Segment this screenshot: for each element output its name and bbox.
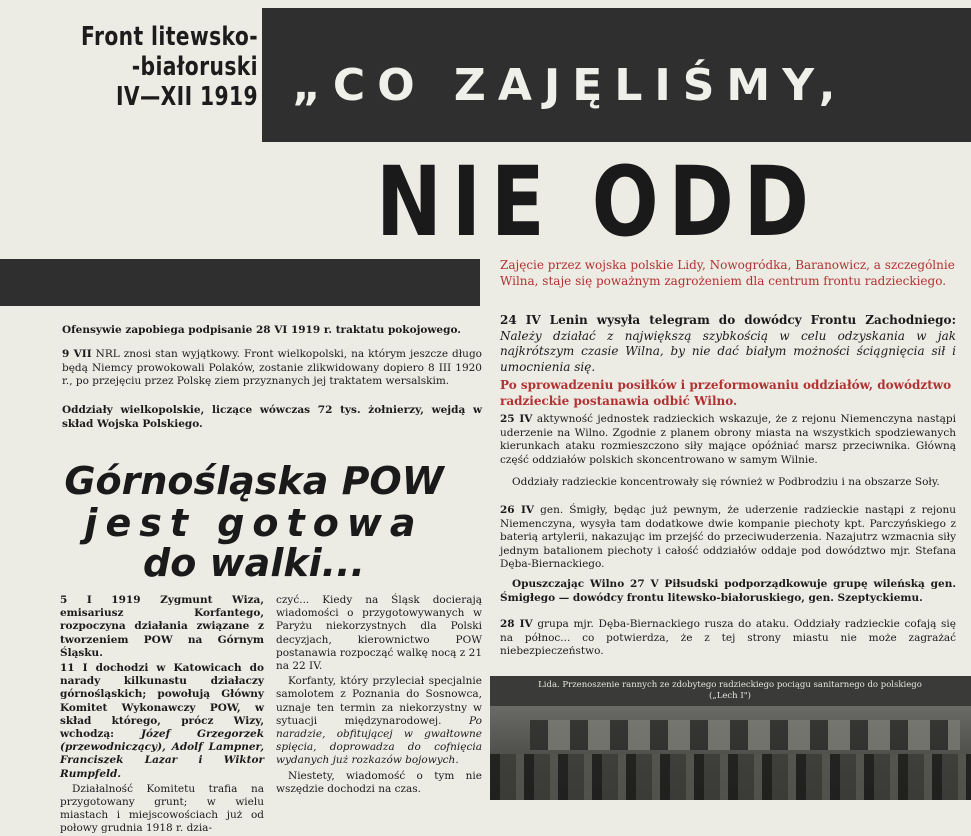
red-paragraph-2: Po sprowadzeniu posiłków i przeformowaniu oddziałów, dowództwo radzieckie postanawia odbić Wilno. (500, 378, 952, 408)
right-para-podbrodzie: Oddziały radzieckie koncentrowały się również w Podbrodziu i na obszarze Soły. (512, 476, 940, 488)
photo-windows (530, 720, 960, 750)
lenin-telegram (500, 313, 956, 375)
headline-line1: „CO ZAJĘLIŚMY, (292, 60, 848, 111)
front-title-line1: Front litewsko- (81, 22, 259, 52)
column-a-para2 (60, 662, 264, 781)
column-a-para2-names: Józef Grzegorzek (przewodniczący), Adolf Lampner, Franciszek Lazar i Wiktor Rumpfeld. (60, 728, 264, 780)
column-b-para2 (276, 675, 482, 767)
column-a-para1 (60, 594, 264, 660)
paragraph-wielkopolskie (62, 404, 482, 431)
front-title-line3: IV—XII 1919 (115, 82, 259, 112)
right-para-28iv-text: grupa mjr. Dęba-Biernackiego rusza do ataku. Oddziały radzieckie cofają się na północ... co potwierdza, że z tej strony miastu nie może zagrażać niebezpieczeństwo. (500, 618, 956, 657)
column-b-para2-text: Korfanty, który przyleciał specjalnie samolotem z Poznania do Sosnowca, uznaje ten termin za niekorzystny w sytuacji międzynarodowej. (276, 675, 482, 727)
date-28iv: 28 IV (500, 618, 533, 630)
right-para-25iv (500, 413, 956, 467)
lenin-telegram-intro: 24 IV Lenin wysyła telegram do dowódcy Frontu Zachodniego: (500, 313, 956, 327)
date-25iv: 25 IV (500, 413, 533, 425)
column-b-para2-italic: Po naradzie, obfitującej w gwałtowne spięcia, doprowadza do cofnięcia wydanych już rozkazów bojowych. (276, 714, 482, 767)
front-title-line2: -białoruski (131, 52, 258, 82)
paragraph-9vii-text: NRL znosi stan wyjątkowy. Front wielkopolski, na którym jeszcze długo będą Niemcy prowokowali Polaków, zostanie zlikwidowany dopiero 8 III 1920 r., po przejęciu przez Polskę ziem przyznanych jej traktatem wersalskim. (62, 348, 482, 387)
photo-caption: Lida. Przenoszenie rannych ze zdobytego radzieckiego pociągu sanitarnego do polskiego („Lech I") (538, 680, 922, 701)
paragraph-wielkopolskie-text: Oddziały wielkopolskie, liczące wówczas 72 tys. żołnierzy, wejdą w skład Wojska Polskiego. (62, 404, 482, 430)
right-para-26iv (500, 504, 956, 572)
red-paragraph-1: Zajęcie przez wojska polskie Lidy, Nowogródka, Baranowicz, a szczególnie Wilna, staje się poważnym zagrożeniem dla centrum frontu radzieckiego. (500, 258, 955, 288)
right-para-pilsudski: Opuszczając Wilno 27 V Piłsudski podporządkowuje grupę wileńską gen. Śmigłego — dowódcy frontu litewsko-białoruskiego, gen. Szeptyckiemu. (500, 578, 956, 604)
column-b-para3: Niestety, wiadomość o tym nie wszędzie dochodzi na czas. (276, 769, 482, 795)
date-26iv: 26 IV (500, 504, 535, 516)
left-dark-band (0, 259, 480, 306)
header-light-notch (262, 0, 971, 8)
lenin-telegram-quote: Należy działać z największą szybkością w celu odzyskania w jak najkrótszym czasie Wilna, by nie dać białym możności ściągnięcia sił i umocnienia się. (500, 328, 956, 374)
date-5i1919: 5 I 1919 (60, 594, 141, 606)
headline-line2: NIE ODD (376, 146, 819, 258)
paragraph-treaty-text: Ofensywie zapobiega podpisanie 28 VI 1919 r. traktatu pokojowego. (62, 324, 461, 336)
column-a-para1-text: Zygmunt Wiza, emisariusz Korfantego, rozpoczyna działania związane z tworzeniem POW na Górnym Śląsku. (60, 594, 264, 659)
date-9vii: 9 VII (62, 348, 92, 360)
front-title (80, 22, 258, 112)
paragraph-9vii (62, 348, 482, 389)
photo-lida-train (490, 676, 971, 800)
right-para-28iv (500, 618, 956, 659)
column-a-para3: Działalność Komitetu trafia na przygotowany grunt; w wielu miastach i miejscowościach już od połowy grudnia 1918 r. dzia- (60, 782, 264, 835)
date-11i: 11 I (60, 662, 88, 675)
column-b (276, 594, 482, 796)
paragraph-treaty (62, 324, 482, 338)
right-para-25iv-text: aktywność jednostek radzieckich wskazuje, że z rejonu Niemenczyna nastąpi uderzenie na Wilno. Zgodnie z planem obrony miasta na wszystkich spodziewanych kierunkach ataku rozmieszczono siły mające opóźniać marsz przeciwnika. Główną część oddziałów polskich skoncentrowano w samym Wilnie. (500, 413, 956, 466)
column-a-para2-text: dochodzi w Katowicach do narady kilkunastu działaczy górnośląskich; powołują Główny Komitet Wykonawczy POW, w skład którego, prócz Wizy, wchodzą: (60, 662, 264, 741)
pow-headline-line1: Górnośląska POW (64, 459, 444, 503)
photo-figures (490, 754, 971, 800)
pow-headline-line2: jest gotowa (84, 501, 424, 545)
column-a (60, 594, 264, 836)
pow-headline-line3: do walki... (143, 541, 365, 585)
right-para-26iv-text: gen. Śmigły, będąc już pewnym, że uderzenie radzieckie nastąpi z rejonu Niemenczyna, wysyła tam dodatkowe dwie kompanie piechoty kpt. Parczyńskiego z baterią artylerii, nakazując im przejść do przeciwuderzenia. Nazajutrz wzmacnia siły jednym batalionem piechoty i całość oddziałów oddaje pod dowództwo mjr. Stefana Dęba-Biernackiego. (500, 504, 957, 570)
column-b-para1: czyć... Kiedy na Śląsk docierają wiadomości o przygotowywanych w Paryżu niekorzystnych dla Polski decyzjach, kierownictwo POW postanawia rozpocząć walkę nocą z 21 na 22 IV. (276, 594, 482, 673)
